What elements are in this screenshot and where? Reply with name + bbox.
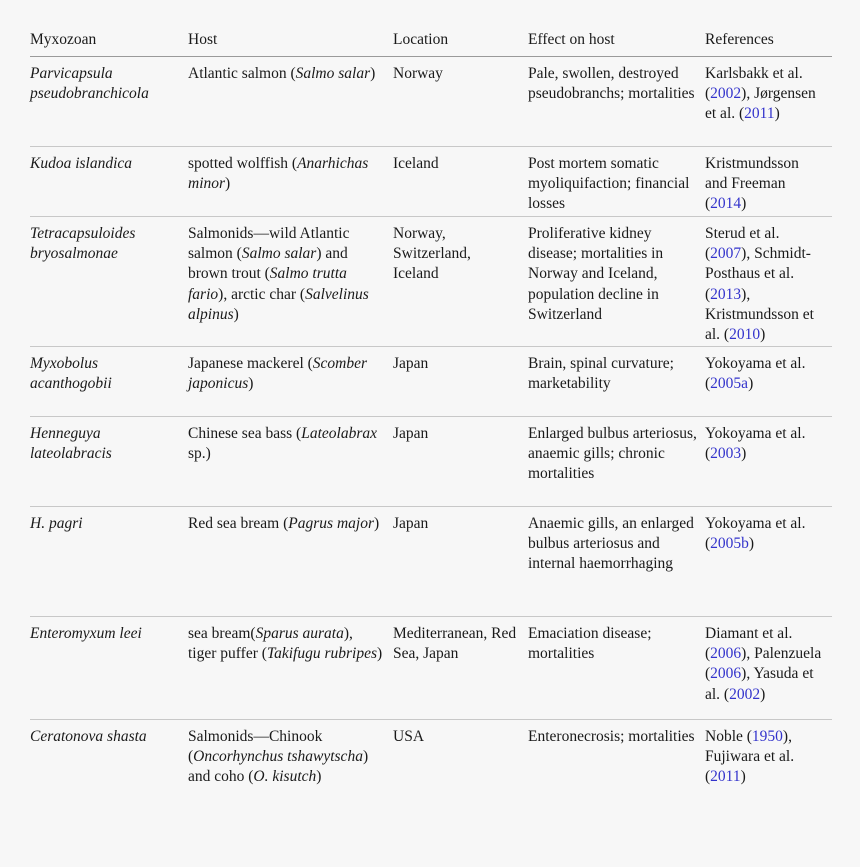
table-row [30,57,832,147]
cell-host [188,617,393,720]
cell-host [188,720,393,823]
cell-location [393,217,528,347]
cell-references [705,147,832,217]
cell-myxozoan [30,347,188,417]
cell-host-text: Red sea bream (Pagrus major) [188,515,380,532]
cell-effect-text: Emaciation disease; mortalities [528,625,652,663]
cell-location-text: Norway [393,65,443,82]
cell-references [705,507,832,617]
cell-location [393,507,528,617]
cell-references-text: Yokoyama et al. (2003) [705,425,806,463]
cell-host [188,347,393,417]
cell-location [393,417,528,507]
cell-myxozoan-text: Henneguya lateolabracis [30,425,112,463]
table-row [30,217,832,347]
cell-effect [528,217,705,347]
cell-host [188,147,393,217]
cell-location-text: Japan [393,355,429,372]
cell-location-text: Iceland [393,155,439,172]
table-row [30,417,832,507]
cell-effect [528,507,705,617]
cell-myxozoan [30,57,188,147]
cell-myxozoan-text: Kudoa islandica [30,155,133,172]
column-header-effect: Effect on host [528,30,705,57]
column-header-location: Location [393,30,528,57]
table-row [30,507,832,617]
cell-host-text: Chinese sea bass (Lateolabrax sp.) [188,425,377,463]
cell-host-text: Japanese mackerel (Scomber japonicus) [188,355,368,393]
cell-location-text: Japan [393,425,429,442]
cell-host [188,57,393,147]
cell-effect [528,617,705,720]
cell-references-text: Kristmundsson and Freeman (2014) [705,155,799,213]
myxozoan-disease-table [30,30,832,822]
cell-references [705,617,832,720]
table-body [30,57,832,823]
table-container [30,30,832,822]
cell-myxozoan [30,720,188,823]
cell-host-text: sea bream(Sparus aurata), tiger puffer (Takifugu rubripes) [188,625,383,663]
cell-references-text: Yokoyama et al. (2005b) [705,515,806,553]
cell-location [393,147,528,217]
cell-myxozoan-text: Enteromyxum leei [30,625,142,642]
column-header-myxozoan: Myxozoan [30,30,188,57]
cell-effect-text: Anaemic gills, an enlarged bulbus arteriosus and internal haemorrhaging [528,515,694,573]
cell-references [705,347,832,417]
cell-myxozoan [30,507,188,617]
cell-references-text: Yokoyama et al. (2005a) [705,355,806,393]
column-header-host: Host [188,30,393,57]
cell-references [705,57,832,147]
cell-location [393,347,528,417]
table-row [30,617,832,720]
cell-effect-text: Brain, spinal curvature; marketability [528,355,674,393]
cell-effect [528,417,705,507]
cell-references-text: Noble (1950), Fujiwara et al. (2011) [705,728,795,786]
cell-location-text: Japan [393,515,429,532]
cell-references-text: Karlsbakk et al. (2002), Jørgensen et al. (2011) [705,65,816,123]
cell-location [393,720,528,823]
cell-myxozoan-text: Tetracapsuloides bryosalmonae [30,225,136,263]
cell-host [188,507,393,617]
cell-references-text: Diamant et al. (2006), Palenzuela (2006), Yasuda et al. (2002) [705,625,822,703]
cell-host-text: Salmonids—wild Atlantic salmon (Salmo salar) and brown trout (Salmo trutta fario), arctic char (Salvelinus alpinus) [188,225,369,323]
table-row [30,147,832,217]
cell-myxozoan [30,217,188,347]
cell-effect-text: Proliferative kidney disease; mortalities in Norway and Iceland, population decline in Switzerland [528,225,664,323]
cell-effect [528,720,705,823]
cell-location-text: Norway, Switzerland, Iceland [393,225,471,283]
table-row [30,720,832,823]
cell-effect [528,147,705,217]
cell-host [188,217,393,347]
cell-host-text: spotted wolffish (Anarhichas minor) [188,155,369,193]
cell-location [393,57,528,147]
cell-location [393,617,528,720]
cell-effect-text: Post mortem somatic myoliquifaction; financial losses [528,155,690,213]
cell-host [188,417,393,507]
cell-myxozoan-text: Myxobolus acanthogobii [30,355,112,393]
cell-references [705,720,832,823]
cell-references-text: Sterud et al. (2007), Schmidt-Posthaus et al. (2013), Kristmundsson et al. (2010) [705,225,814,344]
cell-effect-text: Enteronecrosis; mortalities [528,728,695,745]
cell-effect-text: Enlarged bulbus arteriosus, anaemic gills; chronic mortalities [528,425,697,483]
cell-myxozoan [30,147,188,217]
cell-myxozoan-text: H. pagri [30,515,83,532]
cell-host-text: Atlantic salmon (Salmo salar) [188,65,376,82]
cell-effect [528,347,705,417]
table-header [30,30,832,57]
cell-references [705,217,832,347]
cell-myxozoan [30,417,188,507]
table-row [30,347,832,417]
header-row [30,30,832,57]
cell-effect-text: Pale, swollen, destroyed pseudobranchs; mortalities [528,65,695,103]
cell-effect [528,57,705,147]
cell-location-text: Mediterranean, Red Sea, Japan [393,625,517,663]
cell-myxozoan [30,617,188,720]
cell-location-text: USA [393,728,425,745]
cell-myxozoan-text: Parvicapsula pseudobranchicola [30,65,149,103]
cell-references [705,417,832,507]
cell-myxozoan-text: Ceratonova shasta [30,728,147,745]
cell-host-text: Salmonids—Chinook (Oncorhynchus tshawytscha) and coho (O. kisutch) [188,728,369,786]
column-header-references: References [705,30,832,57]
